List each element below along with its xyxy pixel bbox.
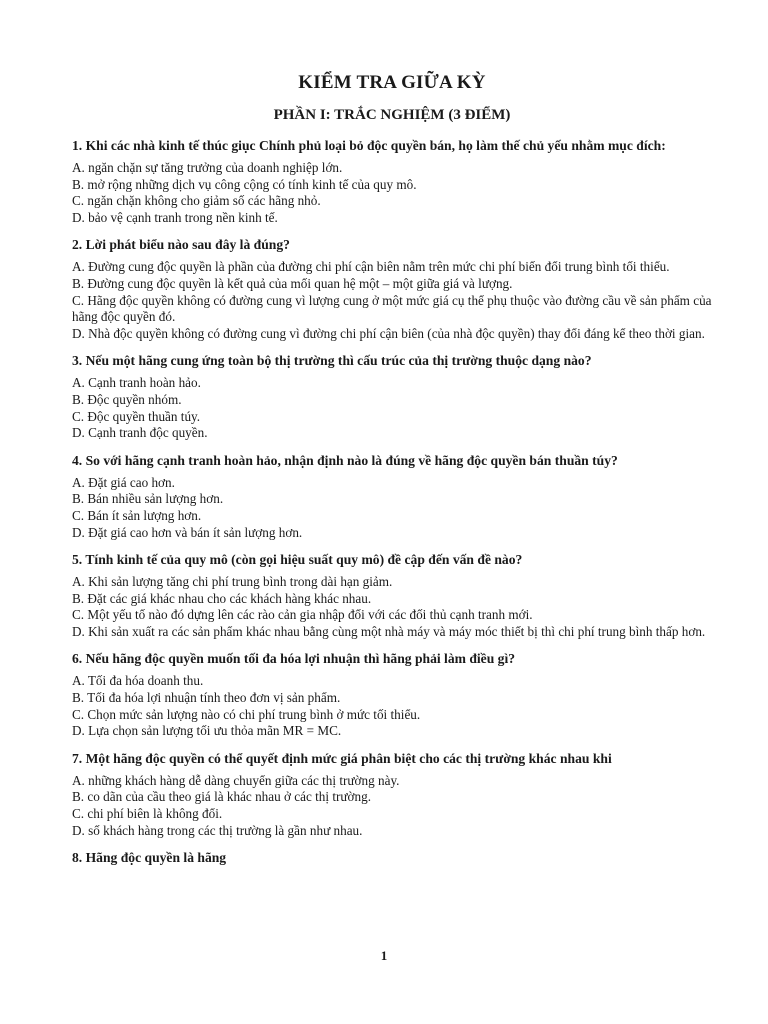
option-b: B. Đường cung độc quyền là kết quả của mối quan hệ một – một giữa giá và lượng. xyxy=(72,275,513,291)
question-text: 2. Lời phát biểu nào sau đây là đúng? xyxy=(72,237,290,253)
option-d: D. Nhà độc quyền không có đường cung vì đường chi phí cận biên (của nhà độc quyền) thay đổi đáng kể theo thời gian. xyxy=(72,325,705,341)
option-c: C. Một yếu tố nào đó dựng lên các rào cản gia nhập đối với các đối thủ cạnh tranh mới. xyxy=(72,607,533,623)
option-c: C. Hãng độc quyền không có đường cung vì lượng cung ở một mức giá cụ thể phụ thuộc vào đường cầu về sản phẩm của hãng độc quyền đó. xyxy=(72,292,712,325)
option-b: B. Đặt các giá khác nhau cho các khách hàng khác nhau. xyxy=(72,590,372,606)
option-d: D. bảo vệ cạnh tranh trong nền kinh tế. xyxy=(72,209,278,225)
question-text: 8. Hãng độc quyền là hãng xyxy=(72,850,227,866)
option-c: C. chi phí biên là không đổi. xyxy=(72,806,223,822)
option-b: B. Tối đa hóa lợi nhuận tính theo đơn vị sản phẩm. xyxy=(72,690,341,706)
question-text: 6. Nếu hãng độc quyền muốn tối đa hóa lợi nhuận thì hãng phải làm điều gì? xyxy=(72,651,516,667)
option-a: A. Đặt giá cao hơn. xyxy=(72,474,175,490)
question-3 xyxy=(72,351,712,441)
option-b: B. Độc quyền nhóm. xyxy=(72,391,182,407)
option-a: A. ngăn chặn sự tăng trưởng của doanh nghiệp lớn. xyxy=(72,160,343,175)
option-d: D. Cạnh tranh độc quyền. xyxy=(72,425,208,441)
question-6 xyxy=(72,649,712,739)
option-d: D. Khi sản xuất ra các sản phẩm khác nhau bằng cùng một nhà máy và máy móc thiết bị thì chi phí trung bình thấp hơn. xyxy=(72,623,706,639)
question-7 xyxy=(72,749,712,839)
option-a: A. Tối đa hóa doanh thu. xyxy=(72,673,204,689)
question-5 xyxy=(72,550,712,640)
option-c: C. ngăn chặn không cho giảm số các hãng nhỏ. xyxy=(72,193,321,209)
option-c: C. Bán ít sản lượng hơn. xyxy=(72,507,202,523)
question-4 xyxy=(72,451,712,541)
option-b: B. co dãn của cầu theo giá là khác nhau ở các thị trường. xyxy=(72,789,372,805)
option-c: C. Độc quyền thuần túy. xyxy=(72,408,201,424)
option-d: D. Lựa chọn sản lượng tối ưu thỏa mãn MR = MC. xyxy=(72,723,342,739)
option-a: A. Đường cung độc quyền là phần của đường chi phí cận biên nằm trên mức chi phí biến đổi trung bình tối thiểu. xyxy=(72,259,670,275)
option-b: B. Bán nhiều sản lượng hơn. xyxy=(72,491,224,507)
page-number: 1 xyxy=(380,948,388,963)
question-text: 5. Tính kinh tế của quy mô (còn gọi hiệu suất quy mô) đề cập đến vấn đề nào? xyxy=(72,552,523,568)
question-text: 1. Khi các nhà kinh tế thúc giục Chính phủ loại bỏ độc quyền bán, họ làm thế chủ yếu nhằm mục đích: xyxy=(72,138,666,153)
option-d: D. số khách hàng trong các thị trường là gần như nhau. xyxy=(72,822,363,838)
option-a: A. Khi sản lượng tăng chi phí trung bình trong dài hạn giảm. xyxy=(72,574,393,590)
option-b: B. mở rộng những dịch vụ công cộng có tính kinh tế của quy mô. xyxy=(72,176,417,192)
option-a: A. những khách hàng dễ dàng chuyển giữa các thị trường này. xyxy=(72,772,400,788)
question-8 xyxy=(72,848,712,868)
question-1 xyxy=(72,136,712,226)
document-page xyxy=(72,72,712,877)
question-text: 3. Nếu một hãng cung ứng toàn bộ thị trường thì cấu trúc của thị trường thuộc dạng nào? xyxy=(72,353,592,369)
section-heading: PHẦN I: TRẮC NGHIỆM (3 ĐIỂM) xyxy=(273,107,511,123)
question-text: 4. So với hãng cạnh tranh hoàn hảo, nhận định nào là đúng về hãng độc quyền bán thuần túy? xyxy=(72,452,618,468)
option-c: C. Chọn mức sản lượng nào có chi phí trung bình ở mức tối thiểu. xyxy=(72,706,421,722)
option-a: A. Cạnh tranh hoàn hảo. xyxy=(72,375,201,391)
question-2 xyxy=(72,235,712,342)
question-text: 7. Một hãng độc quyền có thể quyết định mức giá phân biệt cho các thị trường khác nhau khi xyxy=(72,750,612,766)
option-d: D. Đặt giá cao hơn và bán ít sản lượng hơn. xyxy=(72,524,303,540)
page-title: KIỂM TRA GIỮA KỲ xyxy=(298,72,486,93)
